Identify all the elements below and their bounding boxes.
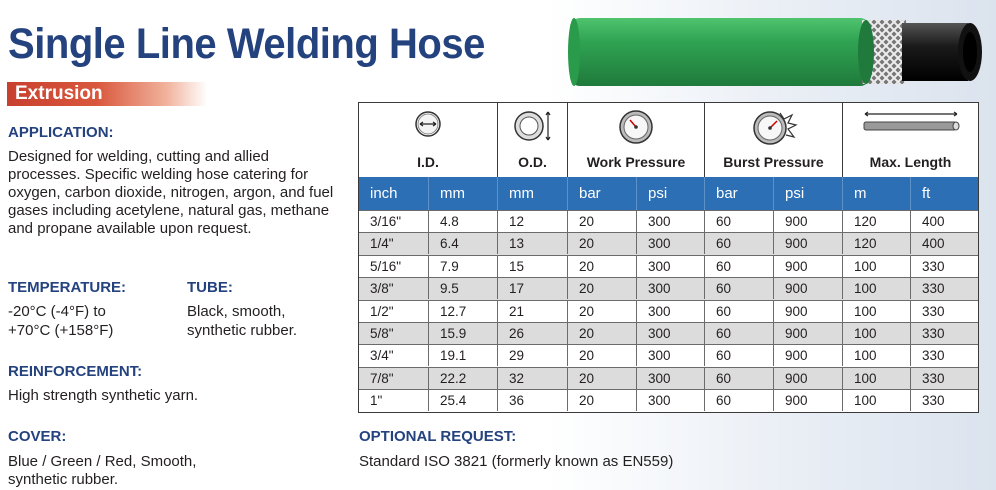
cell-bar-work: 20 xyxy=(568,390,637,411)
unit-bar-burst: bar xyxy=(705,177,774,210)
cell-ft: 330 xyxy=(922,348,945,364)
burst-pressure-label: Burst Pressure xyxy=(723,154,824,170)
cell-ft: 330 xyxy=(922,393,945,409)
cell-mm-id: 7.9 xyxy=(429,256,498,277)
cell-inch: 1/2" xyxy=(359,301,429,322)
unit-bar-work: bar xyxy=(568,177,637,210)
cell-m: 100 xyxy=(843,390,911,411)
cell-mm-id: 19.1 xyxy=(429,345,498,366)
cell-bar-work: 20 xyxy=(568,345,637,366)
cell-m: 100 xyxy=(843,368,911,389)
table-row xyxy=(359,344,978,366)
cell-inch: 5/16" xyxy=(359,256,429,277)
cell-inch: 5/8" xyxy=(359,323,429,344)
id-label: I.D. xyxy=(417,154,439,170)
max-length-group xyxy=(843,103,978,177)
cell-ft: 400 xyxy=(922,214,945,229)
cover-heading: COVER: xyxy=(8,428,67,445)
application-text: Designed for welding, cutting and allied processes. Specific welding hose catering for oxygen, carbon dioxide, nitrogen, argon, and fuel gases including acetylene, natural gas, methane and propane available upon request. xyxy=(8,148,334,237)
outer-diameter-icon xyxy=(513,109,553,143)
cell-psi-burst: 900 xyxy=(774,211,843,232)
cell-ft: 330 xyxy=(922,325,945,341)
cell-bar-work: 20 xyxy=(568,323,637,344)
application-heading: APPLICATION: xyxy=(8,124,114,141)
table-row xyxy=(359,322,978,344)
cell-mm-id: 12.7 xyxy=(429,301,498,322)
cell-mm-od: 36 xyxy=(498,390,568,411)
length-rod-icon xyxy=(861,109,961,139)
optional-heading: OPTIONAL REQUEST: xyxy=(359,428,517,445)
cell-ft: 330 xyxy=(922,370,945,386)
cell-psi-burst: 900 xyxy=(774,345,843,366)
temperature-line-1: -20°C (-4°F) to xyxy=(8,303,106,320)
cell-bar-burst: 60 xyxy=(705,390,774,411)
cell-psi-burst: 900 xyxy=(774,233,843,254)
cell-bar-burst: 60 xyxy=(705,278,774,299)
cell-mm-od: 26 xyxy=(498,323,568,344)
cell-mm-id: 22.2 xyxy=(429,368,498,389)
cell-psi-work: 300 xyxy=(637,390,705,411)
cell-mm-od: 12 xyxy=(498,211,568,232)
cell-bar-work: 20 xyxy=(568,368,637,389)
table-row xyxy=(359,367,978,389)
cell-bar-work: 20 xyxy=(568,211,637,232)
cell-bar-burst: 60 xyxy=(705,301,774,322)
cell-m: 100 xyxy=(843,323,911,344)
cell-psi-work: 300 xyxy=(637,256,705,277)
cell-mm-id: 15.9 xyxy=(429,323,498,344)
cell-bar-burst: 60 xyxy=(705,345,774,366)
cell-psi-burst: 900 xyxy=(774,323,843,344)
unit-header-row xyxy=(359,177,978,210)
cell-psi-work: 300 xyxy=(637,301,705,322)
cover-line-1: Blue / Green / Red, Smooth, xyxy=(8,453,197,470)
reinforcement-heading: REINFORCEMENT: xyxy=(8,363,143,380)
unit-mm-id: mm xyxy=(429,177,498,210)
cell-psi-work: 300 xyxy=(637,368,705,389)
subtitle-label: Extrusion xyxy=(15,83,103,104)
cell-inch: 3/8" xyxy=(359,278,429,299)
cell-mm-id: 9.5 xyxy=(429,278,498,299)
table-row xyxy=(359,300,978,322)
burst-gauge-icon xyxy=(750,109,798,147)
cell-bar-burst: 60 xyxy=(705,323,774,344)
unit-m: m xyxy=(843,177,911,210)
unit-inch: inch xyxy=(359,177,429,210)
cell-mm-id: 25.4 xyxy=(429,390,498,411)
work-pressure-group xyxy=(568,103,705,177)
cell-mm-od: 29 xyxy=(498,345,568,366)
cover-line-2: synthetic rubber. xyxy=(8,471,119,488)
cell-inch: 3/4" xyxy=(359,345,429,366)
cell-m: 100 xyxy=(843,256,911,277)
table-body xyxy=(359,210,978,412)
cell-ft: 330 xyxy=(922,281,945,297)
temperature-heading: TEMPERATURE: xyxy=(8,279,127,296)
inner-diameter-icon xyxy=(413,109,443,139)
pressure-gauge-icon xyxy=(618,109,654,145)
cell-bar-work: 20 xyxy=(568,256,637,277)
cell-psi-burst: 900 xyxy=(774,256,843,277)
tube-heading: TUBE: xyxy=(187,279,233,296)
cell-bar-burst: 60 xyxy=(705,211,774,232)
od-group xyxy=(498,103,568,177)
cell-mm-id: 4.8 xyxy=(429,211,498,232)
cell-bar-burst: 60 xyxy=(705,256,774,277)
id-group xyxy=(359,103,498,177)
cell-ft: 330 xyxy=(922,258,945,274)
cell-m: 100 xyxy=(843,278,911,299)
cell-psi-work: 300 xyxy=(637,278,705,299)
cell-inch: 7/8" xyxy=(359,368,429,389)
cell-mm-od: 21 xyxy=(498,301,568,322)
table-row xyxy=(359,232,978,254)
subtitle-banner xyxy=(7,82,207,106)
page-title: Single Line Welding Hose xyxy=(8,20,485,68)
cell-mm-od: 32 xyxy=(498,368,568,389)
table-icon-row xyxy=(359,103,978,177)
cell-m: 100 xyxy=(843,345,911,366)
cell-psi-burst: 900 xyxy=(774,368,843,389)
unit-mm-od: mm xyxy=(498,177,568,210)
unit-psi-work: psi xyxy=(637,177,705,210)
cell-bar-burst: 60 xyxy=(705,368,774,389)
burst-pressure-group xyxy=(705,103,843,177)
max-length-label: Max. Length xyxy=(869,154,952,170)
od-label: O.D. xyxy=(518,154,547,170)
cell-m: 120 xyxy=(843,233,911,254)
table-row xyxy=(359,389,978,411)
unit-psi-burst: psi xyxy=(774,177,843,210)
spec-table xyxy=(358,102,979,413)
tube-line-1: Black, smooth, xyxy=(187,303,286,320)
unit-ft: ft xyxy=(922,185,931,202)
cell-inch: 1" xyxy=(359,390,429,411)
cell-inch: 1/4" xyxy=(359,233,429,254)
table-row xyxy=(359,277,978,299)
cell-psi-work: 300 xyxy=(637,211,705,232)
cell-psi-burst: 900 xyxy=(774,278,843,299)
hose-illustration xyxy=(566,14,986,90)
cell-bar-work: 20 xyxy=(568,278,637,299)
optional-text: Standard ISO 3821 (formerly known as EN559) xyxy=(359,453,674,470)
cell-bar-work: 20 xyxy=(568,233,637,254)
cell-mm-od: 15 xyxy=(498,256,568,277)
cell-psi-burst: 900 xyxy=(774,301,843,322)
cell-inch: 3/16" xyxy=(359,211,429,232)
cell-psi-burst: 900 xyxy=(774,390,843,411)
cell-bar-work: 20 xyxy=(568,301,637,322)
cell-mm-od: 13 xyxy=(498,233,568,254)
tube-line-2: synthetic rubber. xyxy=(187,322,298,339)
cell-mm-od: 17 xyxy=(498,278,568,299)
cell-mm-id: 6.4 xyxy=(429,233,498,254)
cell-psi-work: 300 xyxy=(637,345,705,366)
cell-m: 100 xyxy=(843,301,911,322)
cell-ft: 400 xyxy=(922,236,945,252)
cell-m: 120 xyxy=(843,211,911,232)
cell-psi-work: 300 xyxy=(637,323,705,344)
cell-psi-work: 300 xyxy=(637,233,705,254)
temperature-line-2: +70°C (+158°F) xyxy=(8,322,114,339)
work-pressure-label: Work Pressure xyxy=(586,154,686,170)
reinforcement-text: High strength synthetic yarn. xyxy=(8,387,199,404)
cell-bar-burst: 60 xyxy=(705,233,774,254)
table-row xyxy=(359,210,978,232)
table-row xyxy=(359,255,978,277)
cell-ft: 330 xyxy=(922,303,945,319)
